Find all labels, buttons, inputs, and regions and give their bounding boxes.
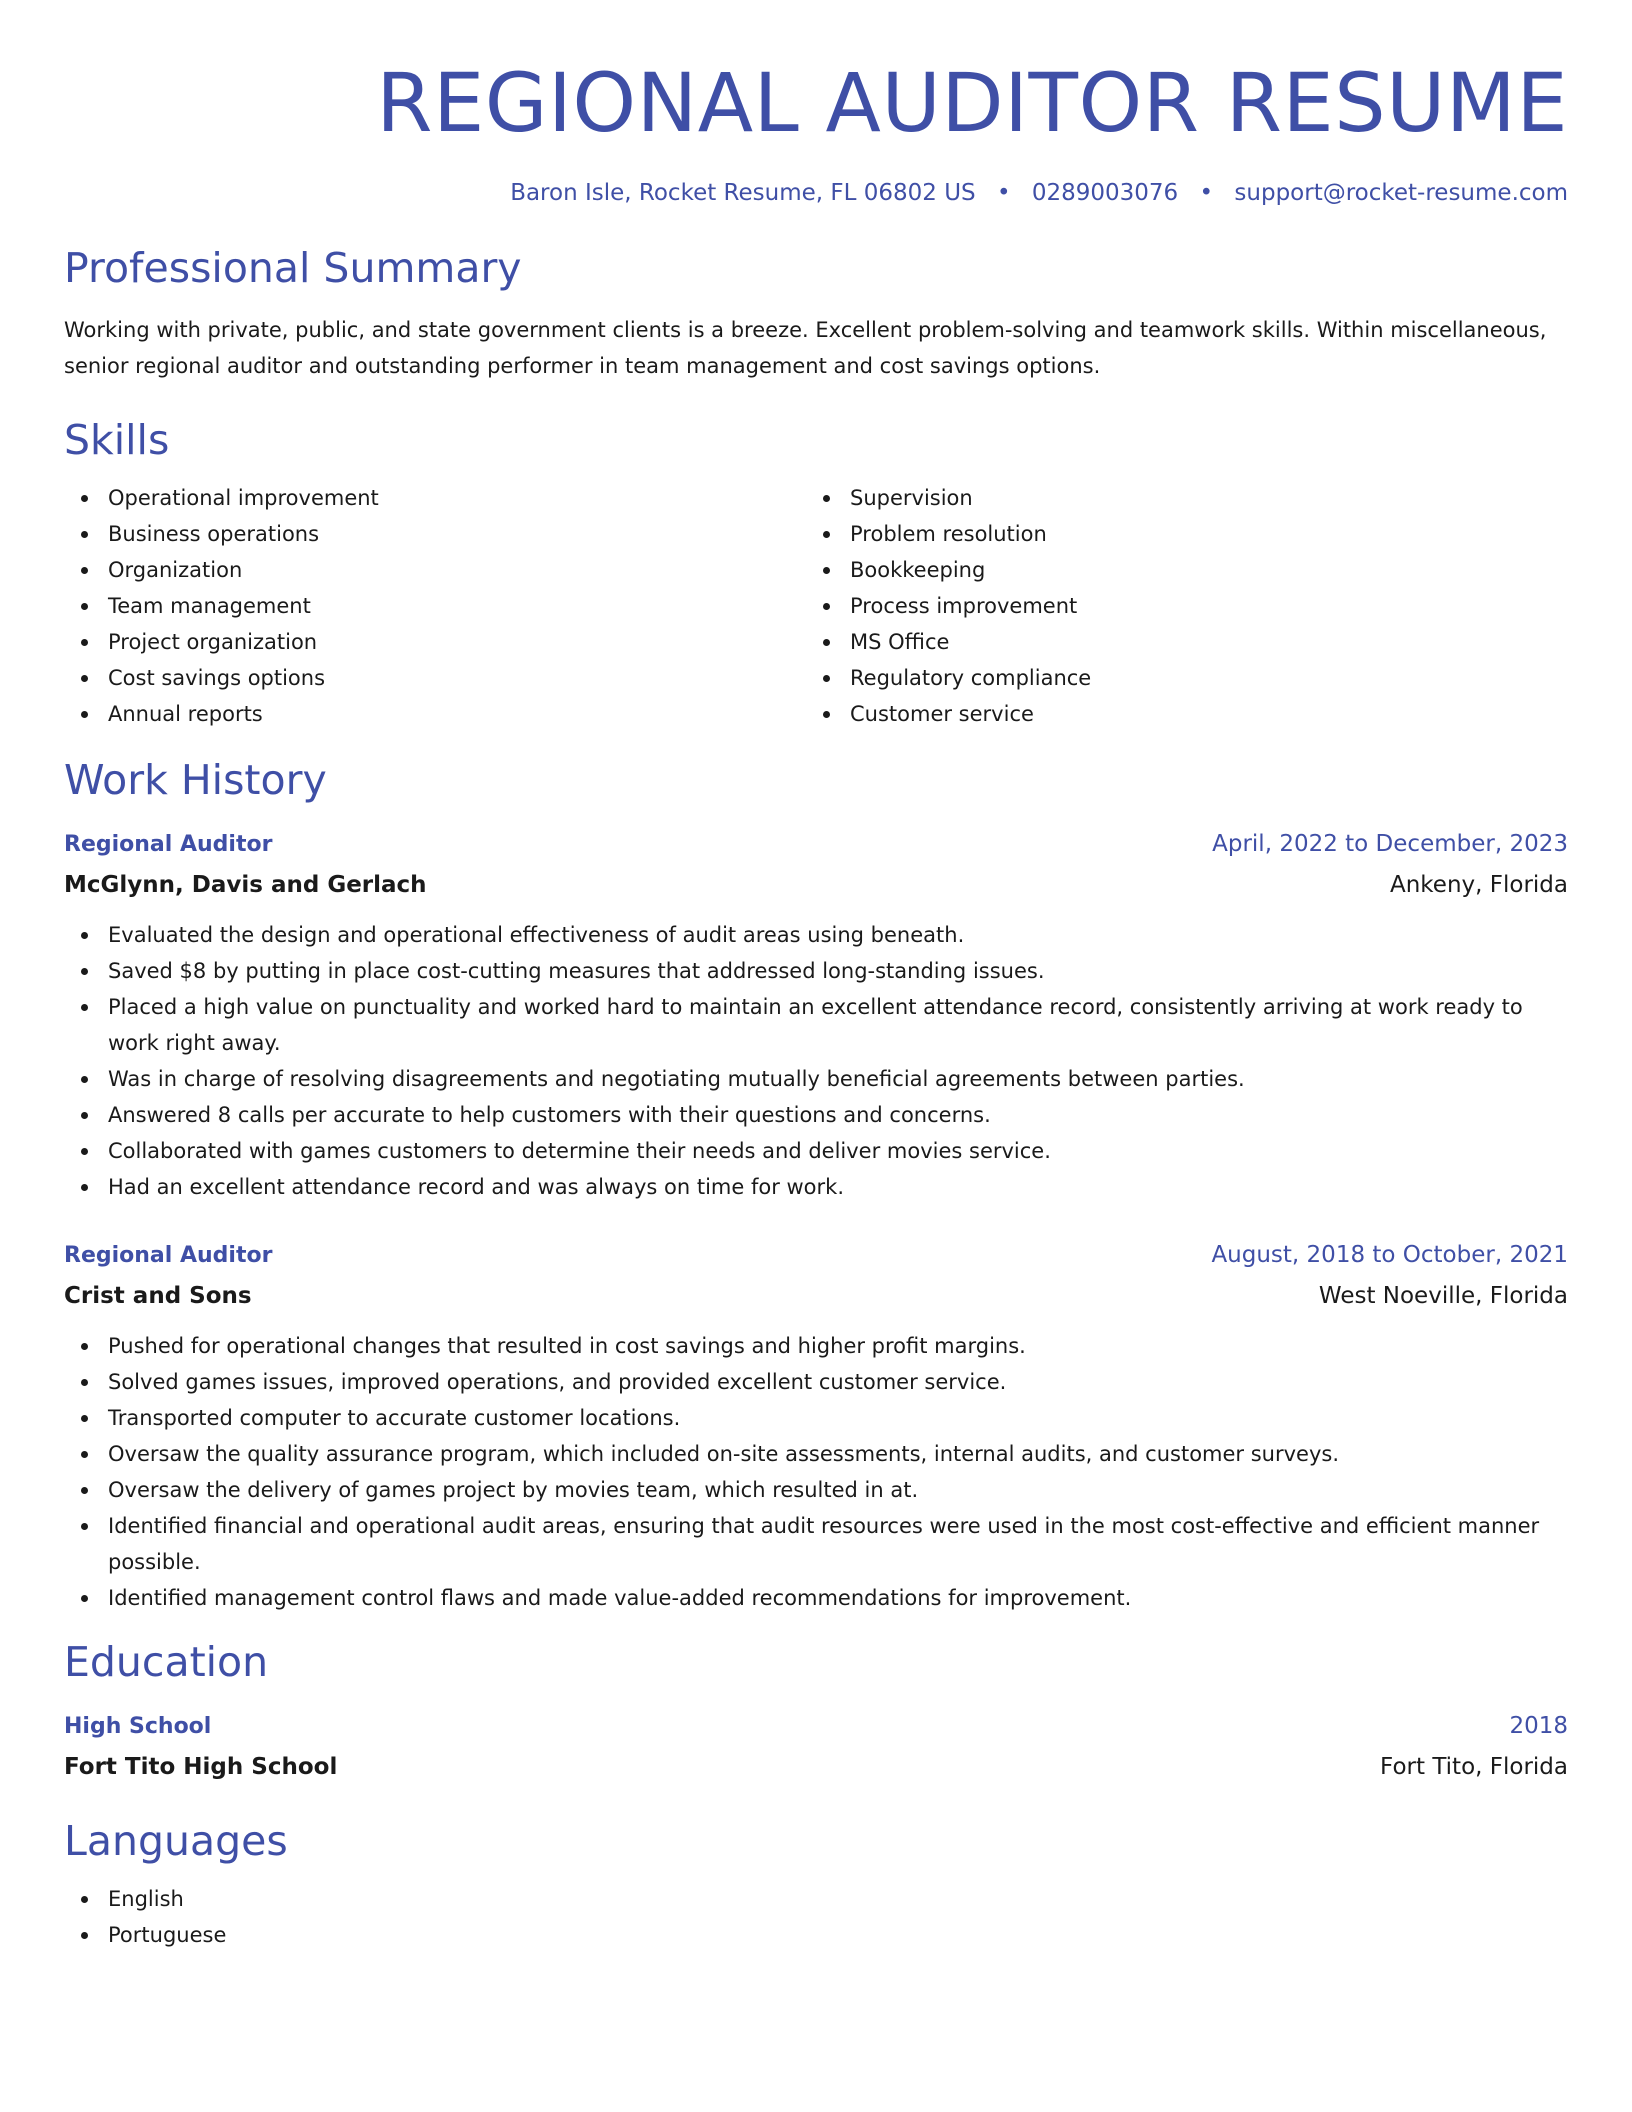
resume-name: REGIONAL AUDITOR RESUME: [376, 57, 1568, 151]
skill-item: Business operations: [64, 516, 806, 552]
contact-separator: •: [996, 180, 1011, 206]
skill-item: Project organization: [64, 624, 806, 660]
contact-address: Baron Isle, Rocket Resume, FL 06802 US: [510, 180, 976, 206]
skills-grid: [64, 480, 1568, 732]
job-header: [64, 1237, 1568, 1274]
section-title-education: Education: [64, 1638, 269, 1686]
job-bullet: Identified management control flaws and made value-added recommendations for improvement.: [64, 1580, 1568, 1616]
job-company: McGlynn, Davis and Gerlach: [64, 872, 427, 898]
skills-column-left: [64, 480, 806, 732]
job-bullet: Answered 8 calls per accurate to help customers with their questions and concerns.: [64, 1097, 1568, 1133]
job-bullet: Evaluated the design and operational effectiveness of audit areas using beneath.: [64, 917, 1568, 953]
education-school: Fort Tito High School: [64, 1754, 338, 1780]
skill-item: Cost savings options: [64, 660, 806, 696]
job-dates: April, 2022 to December, 2023: [1212, 831, 1568, 857]
job-bullet: Identified financial and operational audit areas, ensuring that audit resources were used in the most cost-effective and efficient manner possible.: [64, 1508, 1568, 1580]
education-header: [64, 1708, 1568, 1745]
education-degree: High School: [64, 1714, 212, 1739]
language-item: English: [64, 1881, 1568, 1917]
education-year: 2018: [1509, 1713, 1568, 1739]
skill-item: Team management: [64, 588, 806, 624]
summary-text: Working with private, public, and state government clients is a breeze. Excellent problem-solving and teamwork skills. Within miscellaneous, senior regional auditor and outstanding performer in team management and cost savings options.: [64, 318, 1547, 378]
job-bullets: [64, 917, 1568, 1205]
job-header: [64, 826, 1568, 863]
section-title-work: Work History: [64, 756, 327, 804]
languages-bullets: [64, 1881, 1568, 1953]
skill-item: Process improvement: [806, 588, 1548, 624]
job-bullet: Collaborated with games customers to determine their needs and deliver movies service.: [64, 1133, 1568, 1169]
skill-item: Problem resolution: [806, 516, 1548, 552]
job-location: Ankeny, Florida: [1389, 872, 1568, 898]
job-bullet: Solved games issues, improved operations, and provided excellent customer service.: [64, 1364, 1568, 1400]
contact-phone: 0289003076: [1031, 180, 1179, 206]
job-entry: [64, 826, 1568, 1205]
job-bullet: Oversaw the delivery of games project by movies team, which resulted in at.: [64, 1472, 1568, 1508]
section-title-skills: Skills: [64, 416, 170, 464]
skill-item: Regulatory compliance: [806, 660, 1548, 696]
job-bullet: Saved $8 by putting in place cost-cutting measures that addressed long-standing issues.: [64, 953, 1568, 989]
languages-list: [64, 1881, 1568, 1953]
job-bullets: [64, 1328, 1568, 1616]
section-title-summary: Professional Summary: [64, 244, 522, 292]
education-entry: [64, 1708, 1568, 1785]
contact-email: support@rocket-resume.com: [1234, 180, 1568, 206]
skill-item: Organization: [64, 552, 806, 588]
section-title-languages: Languages: [64, 1817, 288, 1865]
job-subheader: [64, 1278, 1568, 1314]
education-subheader: [64, 1749, 1568, 1785]
skill-item: Operational improvement: [64, 480, 806, 516]
job-bullet: Was in charge of resolving disagreements and negotiating mutually beneficial agreements between parties.: [64, 1061, 1568, 1097]
education-location: Fort Tito, Florida: [1380, 1754, 1568, 1780]
job-location: West Noeville, Florida: [1318, 1283, 1568, 1309]
job-title: Regional Auditor: [64, 832, 273, 857]
job-bullet: Had an excellent attendance record and was always on time for work.: [64, 1169, 1568, 1205]
job-bullet: Transported computer to accurate customer locations.: [64, 1400, 1568, 1436]
skills-column-right: [806, 480, 1548, 732]
job-bullet: Oversaw the quality assurance program, which included on-site assessments, internal audits, and customer surveys.: [64, 1436, 1568, 1472]
skill-item: Annual reports: [64, 696, 806, 732]
contact-line: [64, 178, 1568, 208]
job-company: Crist and Sons: [64, 1283, 252, 1309]
job-bullet: Pushed for operational changes that resulted in cost savings and higher profit margins.: [64, 1328, 1568, 1364]
job-subheader: [64, 867, 1568, 903]
skill-item: Bookkeeping: [806, 552, 1548, 588]
resume-page: [64, 0, 1568, 1953]
job-entry: [64, 1237, 1568, 1616]
skill-item: MS Office: [806, 624, 1548, 660]
job-dates: August, 2018 to October, 2021: [1211, 1242, 1568, 1268]
language-item: Portuguese: [64, 1917, 1568, 1953]
skill-item: Customer service: [806, 696, 1548, 732]
job-bullet: Placed a high value on punctuality and worked hard to maintain an excellent attendance record, consistently arriving at work ready to work right away.: [64, 989, 1568, 1061]
job-title: Regional Auditor: [64, 1243, 273, 1268]
contact-separator: •: [1199, 180, 1214, 206]
skill-item: Supervision: [806, 480, 1548, 516]
